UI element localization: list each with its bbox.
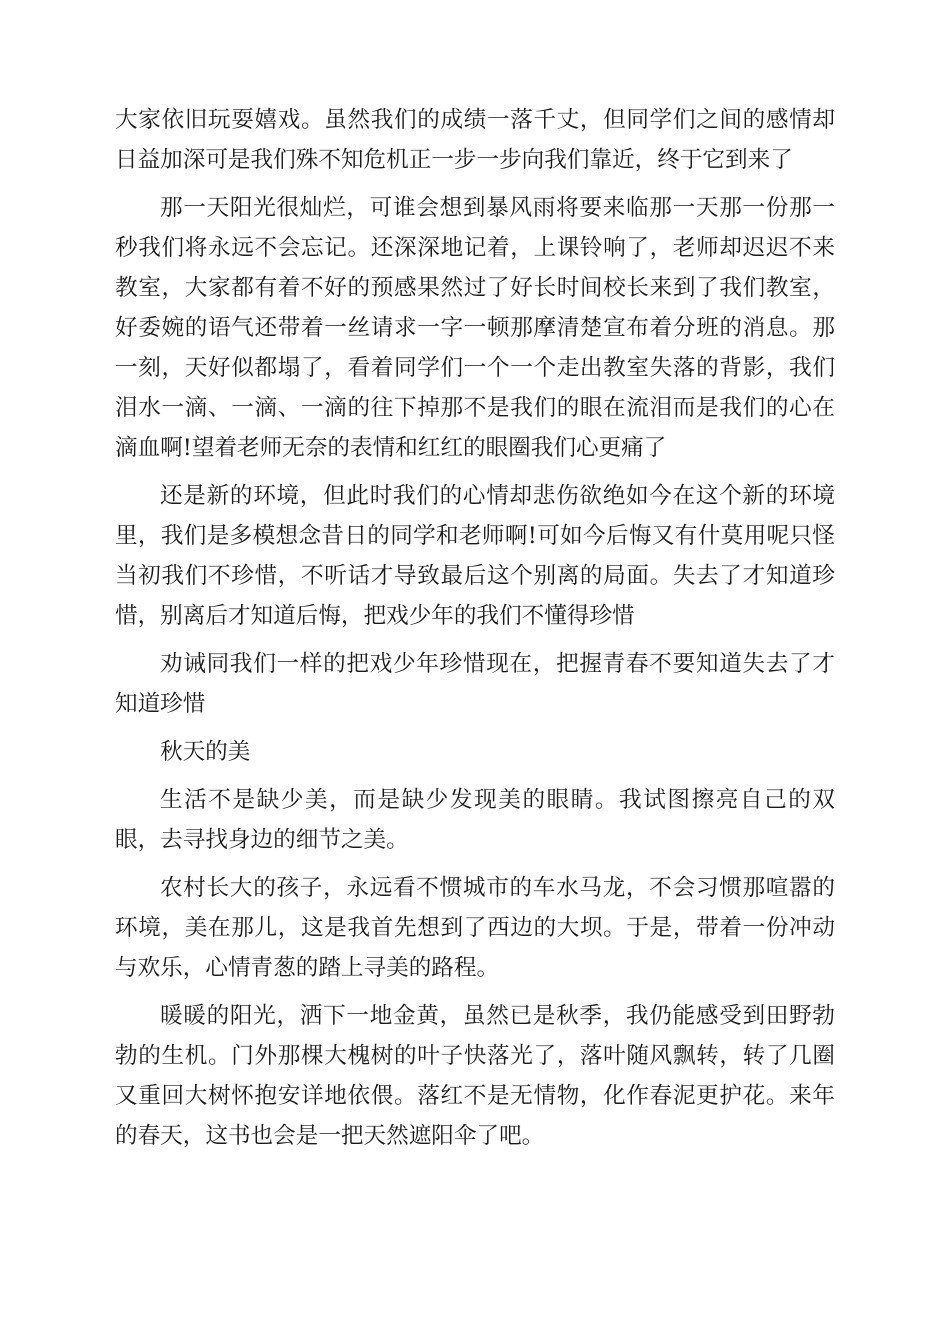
section-heading: 秋天的美 bbox=[160, 739, 251, 765]
paragraph-5: 生活不是缺少美，而是缺少发现美的眼睛。我试图擦亮自己的双眼，去寻找身边的细节之美。 bbox=[115, 787, 835, 853]
paragraph-6: 农村长大的孩子，永远看不惯城市的车水马龙，不会习惯那喧嚣的环境，美在那儿，这是我首先想到了西边的大坝。于是，带着一份冲动与欢乐，心情青葱的踏上寻美的路程。 bbox=[115, 875, 835, 981]
paragraph-2: 那一天阳光很灿烂，可谁会想到暴风雨将要来临那一天那一份那一秒我们将永远不会忘记。还深深地记着，上课铃响了，老师却迟迟不来教室，大家都有着不好的预感果然过了好长时间校长来到了我们教室，好委婉的语气还带着一丝请求一字一顿那摩清楚宣布着分班的消息。那一刻，天好似都塌了，看着同学们一个一个走出教室失落的背影，我们泪水一滴、一滴、一滴的往下掉那不是我们的眼在流泪而是我们的心在滴血啊!望着老师无奈的表情和红红的眼圈我们心更痛了 bbox=[115, 195, 835, 461]
paragraph-1: 大家依旧玩耍嬉戏。虽然我们的成绩一落千丈，但同学们之间的感情却日益加深可是我们殊不知危机正一步一步向我们靠近，终于它到来了 bbox=[115, 107, 835, 173]
document-page bbox=[115, 100, 835, 1164]
paragraph-7: 暖暖的阳光，洒下一地金黄，虽然已是秋季，我仍能感受到田野勃勃的生机。门外那棵大槐树的叶子快落光了，落叶随风飘转，转了几圈又重回大树怀抱安详地依偎。落红不是无情物，化作春泥更护花。来年的春天，这书也会是一把天然遮阳伞了吧。 bbox=[115, 1003, 835, 1149]
paragraph-4: 劝诫同我们一样的把戏少年珍惜现在，把握青春不要知道失去了才知道珍惜 bbox=[115, 651, 835, 717]
paragraph-3: 还是新的环境，但此时我们的心情却悲伤欲绝如今在这个新的环境里，我们是多模想念昔日的同学和老师啊!可如今后悔又有什莫用呢只怪当初我们不珍惜，不听话才导致最后这个别离的局面。失去了才知道珍惜，别离后才知道后悔，把戏少年的我们不懂得珍惜 bbox=[115, 483, 835, 629]
